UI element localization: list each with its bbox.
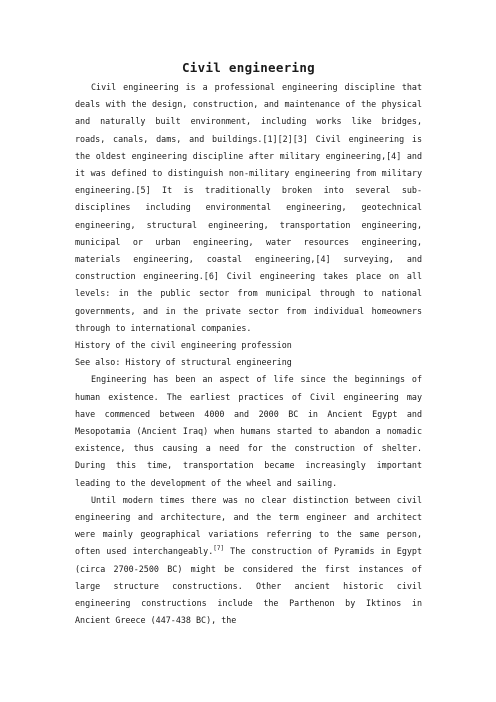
page-title: Civil engineering [181,60,316,75]
section-heading-history: History of the civil engineering profession [75,340,292,351]
paragraph-modern-times-part1: Until modern times there was no clear distinction between civil engineering and architecture, and the term engineer and architect were mainly geographical variations referring to the same person, often used interchangeably. [75,494,422,557]
see-also-line: See also: History of structural engineering [75,357,292,368]
document-content [75,60,422,630]
paragraph-modern-times [75,492,422,630]
paragraph-modern-times-part2: The construction of Pyramids in Egypt (circa 2700-2500 BC) might be considered the first instances of large structure constructions. Other ancient historic civil engineering constructions include the Parthenon by Iktinos in Ancient Greece (447-438 BC), the [75,546,423,626]
paragraph-early-history: Engineering has been an aspect of life since the beginnings of human existence. The earliest practices of Civil engineering may have commenced between 4000 and 2000 BC in Ancient Egypt and Mesopotamia (Ancient Iraq) when humans started to abandon a nomadic existence, thus causing a need for the construction of shelter. During this time, transportation became increasingly important leading to the development of the wheel and sailing. [75,374,422,488]
citation-reference: [7] [213,545,225,553]
paragraph-intro: Civil engineering is a professional engineering discipline that deals with the design, construction, and maintenance of the physical and naturally built environment, including works like bridges, roads, canals, dams, and buildings.[1][2][3] Civil engineering is the oldest engineering discipline after military engineering,[4] and it was defined to distinguish non-military engineering from military engineering.[5] It is traditionally broken into several sub-disciplines including environmental engineering, geotechnical engineering, structural engineering, transportation engineering, municipal or urban engineering, water resources engineering, materials engineering, coastal engineering,[4] surveying, and construction engineering.[6] Civil engineering takes place on all levels: in the public sector from municipal through to national governments, and in the private sector from individual homeowners through to international companies. [75,82,422,333]
